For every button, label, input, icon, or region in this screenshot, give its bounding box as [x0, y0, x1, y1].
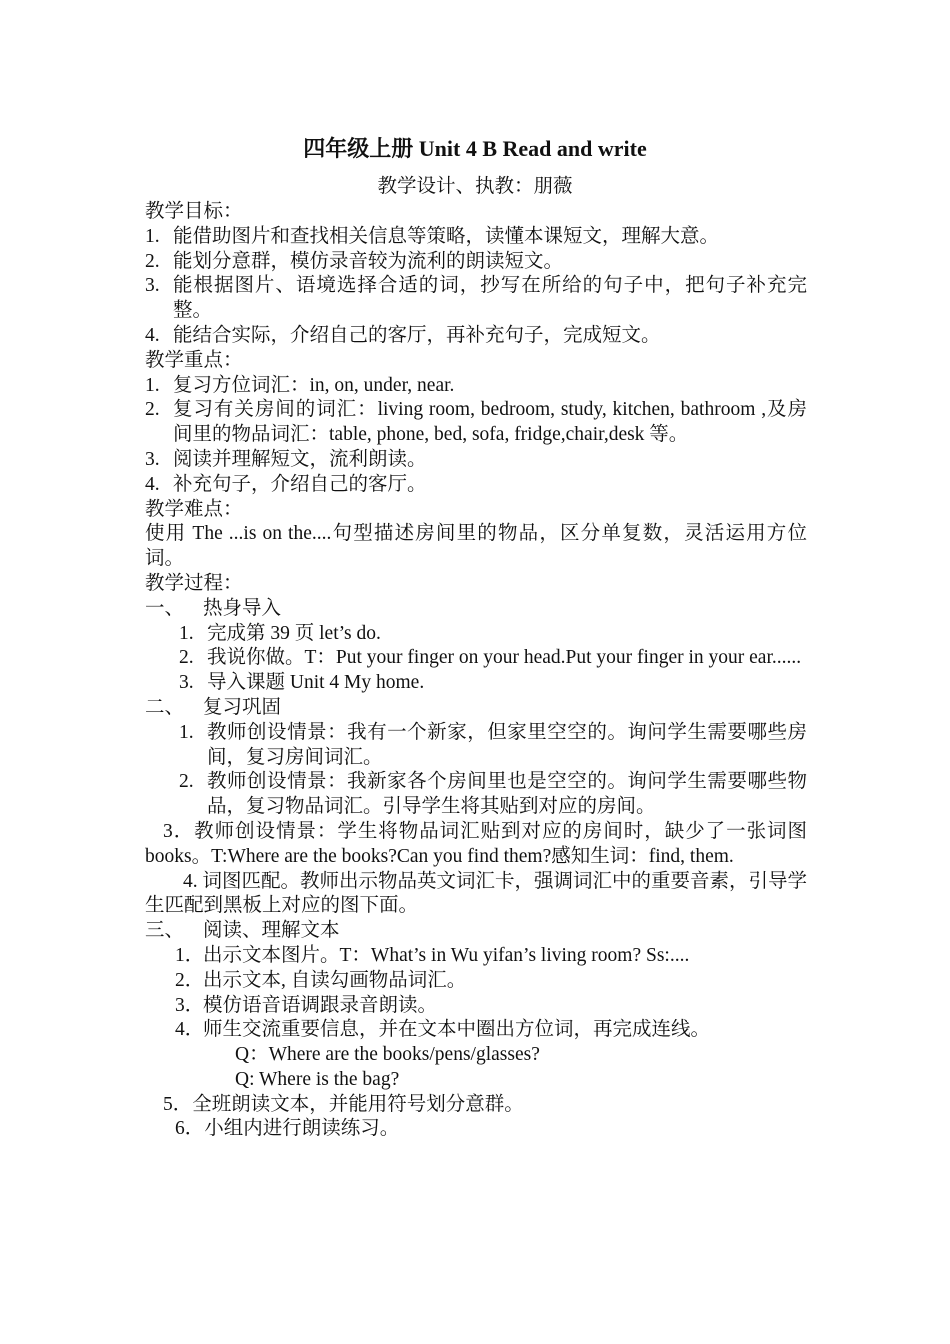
list-item: [145, 324, 807, 349]
list-text: 模仿语音语调跟录音朗读。: [203, 994, 438, 1016]
list-text: 能借助图片和查找相关信息等策略，读懂本课短文，理解大意。: [173, 225, 720, 247]
objectives-heading: 教学目标：: [145, 201, 243, 222]
list-item: [179, 770, 807, 820]
list-item: 6．小组内进行朗读练习。: [175, 1118, 400, 1140]
section-title: 热身导入: [203, 597, 282, 619]
list-number: 3.: [145, 275, 160, 297]
list-number: 2.: [145, 399, 160, 421]
list-text: 出示文本图片。T：What’s in Wu yifan’s living room? Ss:....: [203, 944, 690, 966]
list-item: [145, 473, 807, 498]
difficulties-heading: 教学难点：: [145, 498, 243, 520]
question-line: Q: Where is the bag?: [235, 1068, 400, 1090]
list-number: 1.: [179, 622, 194, 644]
list-text: 复习有关房间的词汇：living room, bedroom, study, kitchen, bathroom ,及房间里的物品词汇：table, phone, bed, sofa, fridge,chair,desk 等。: [173, 399, 807, 446]
list-number: 4．: [175, 1019, 205, 1041]
list-text: 补充句子，介绍自己的客厅。: [173, 473, 427, 495]
list-number: 4.: [145, 324, 160, 346]
section-title: 复习巩固: [203, 696, 282, 718]
list-item: [175, 994, 807, 1019]
list-text: 我说你做。T：Put your finger on your head.Put your finger in your ear......: [207, 647, 802, 669]
document-subtitle: 教学设计、执教：朋薇: [377, 176, 573, 197]
list-item: [145, 225, 807, 250]
list-item: [145, 374, 807, 399]
list-number: 2.: [179, 771, 194, 793]
list-text: 复习方位词汇：in, on, under, near.: [173, 374, 455, 396]
list-number: 2．: [175, 969, 205, 991]
list-text: 教师创设情景：我有一个新家，但家里空空的。询问学生需要哪些房间，复习房间词汇。: [207, 721, 807, 768]
list-item: [179, 671, 807, 696]
list-text: 导入课题 Unit 4 My home.: [207, 672, 425, 694]
list-item: [145, 398, 807, 448]
list-text: 出示文本, 自读勾画物品词汇。: [203, 969, 467, 991]
section-heading: [145, 919, 807, 944]
list-number: 1．: [175, 944, 205, 966]
section-number: 三、: [145, 920, 185, 942]
list-item: [175, 944, 807, 969]
list-number: 1.: [145, 225, 160, 247]
paragraph: 4. 词图匹配。教师出示物品英文词汇卡，强调词汇中的重要音素，引导学生匹配到黑板上对应的图下面。: [145, 870, 808, 917]
section-title: 阅读、理解文本: [203, 920, 340, 942]
list-text: 能划分意群，模仿录音较为流利的朗读短文。: [173, 250, 564, 272]
list-number: 2.: [145, 250, 160, 272]
list-text: 能根据图片、语境选择合适的词，抄写在所给的句子中，把句子补充完整。: [173, 275, 807, 322]
section-number: 二、: [145, 696, 185, 718]
question-line: Q：Where are the books/pens/glasses?: [235, 1044, 540, 1066]
section-number: 一、: [145, 597, 185, 619]
key-points-heading: 教学重点：: [145, 349, 243, 371]
process-heading: 教学过程：: [145, 572, 243, 594]
list-item: [179, 721, 807, 771]
document-body: [145, 200, 807, 1142]
section-heading: [145, 696, 807, 721]
list-item: [145, 274, 807, 324]
difficulties-text: 使用 The ...is on the....句型描述房间里的物品，区分单复数，灵活运用方位词。: [145, 523, 807, 570]
list-item: [179, 646, 807, 671]
list-text: 教师创设情景：我新家各个房间里也是空空的。询问学生需要哪些物品，复习物品词汇。引导学生将其贴到对应的房间。: [207, 771, 807, 818]
list-text: 师生交流重要信息，并在文本中圈出方位词，再完成连线。: [203, 1019, 711, 1041]
list-item: [179, 622, 807, 647]
list-number: 2.: [179, 647, 194, 669]
list-number: 1.: [179, 721, 194, 743]
list-item: 5．全班朗读文本，并能用符号划分意群。: [163, 1093, 524, 1115]
list-text: 完成第 39 页 let’s do.: [207, 622, 381, 644]
list-item: [145, 250, 807, 275]
list-text: 能结合实际，介绍自己的客厅，再补充句子，完成短文。: [173, 324, 661, 346]
list-number: 3．: [175, 994, 205, 1016]
list-number: 3.: [179, 672, 194, 694]
paragraph: 3．教师创设情景：学生将物品词汇贴到对应的房间时，缺少了一张词图 books。T:Where are the books?Can you find them?感知生词：find, them.: [145, 820, 807, 867]
list-text: 阅读并理解短文，流利朗读。: [173, 448, 427, 470]
document-title: 四年级上册 Unit 4 B Read and write: [303, 136, 647, 161]
list-number: 3.: [145, 448, 160, 470]
list-item: [145, 448, 807, 473]
list-item: [175, 969, 807, 994]
list-item: [175, 1018, 807, 1043]
list-number: 1.: [145, 374, 160, 396]
section-heading: [145, 597, 807, 622]
list-number: 4.: [145, 473, 160, 495]
